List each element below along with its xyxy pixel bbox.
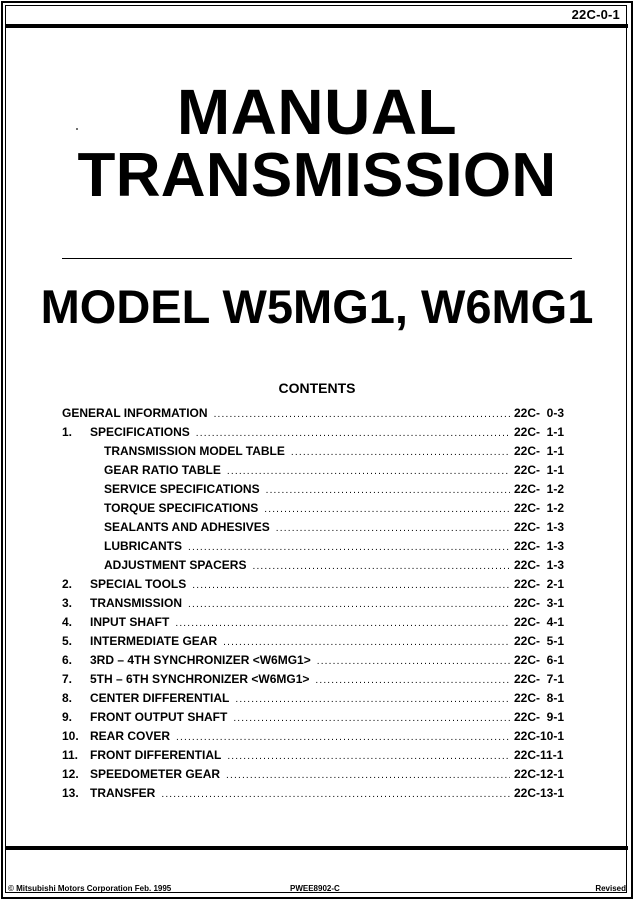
toc-dot-leader (188, 599, 510, 610)
toc-entry[interactable] (62, 539, 570, 558)
toc-entry-page: 22C- 8-1 (514, 691, 565, 705)
toc-entry-label: REAR COVER (90, 729, 171, 743)
toc-dot-leader (161, 789, 510, 800)
toc-entry-label: FRONT OUTPUT SHAFT (90, 710, 228, 724)
toc-entry-label: LUBRICANTS (104, 539, 182, 553)
toc-entry[interactable] (62, 691, 570, 710)
toc-dot-leader (276, 523, 510, 534)
toc-entry[interactable] (62, 501, 570, 520)
toc-entry[interactable] (62, 444, 570, 463)
toc-dot-leader (196, 428, 510, 439)
toc-entry-number: 7. (62, 672, 73, 686)
toc-entry[interactable] (62, 653, 570, 672)
toc-entry-label: INTERMEDIATE GEAR (90, 634, 218, 648)
toc-entry[interactable] (62, 425, 570, 444)
toc-entry-page: 22C- 1-2 (514, 501, 565, 515)
toc-entry[interactable] (62, 767, 570, 786)
toc-entry-number: 2. (62, 577, 73, 591)
toc-entry[interactable] (62, 710, 570, 729)
toc-entry[interactable] (62, 615, 570, 634)
toc-dot-leader (235, 694, 510, 705)
toc-entry-page: 22C- 2-1 (514, 577, 565, 591)
toc-entry-page: 22C- 5-1 (514, 634, 565, 648)
toc-entry-number: 3. (62, 596, 73, 610)
toc-dot-leader (214, 409, 510, 420)
toc-entry-page: 22C- 1-3 (514, 520, 565, 534)
toc-entry[interactable] (62, 520, 570, 539)
toc-dot-leader (291, 447, 510, 458)
footer-publication-code: PWEE8902-C (290, 884, 340, 893)
toc-entry-label: TRANSFER (90, 786, 156, 800)
toc-entry-page: 22C-10-1 (514, 729, 565, 743)
page-id: 22C-0-1 (571, 7, 620, 22)
toc-entry-label: SPEEDOMETER GEAR (90, 767, 221, 781)
toc-entry-number: 4. (62, 615, 73, 629)
table-of-contents (62, 406, 570, 805)
toc-entry-page: 22C- 6-1 (514, 653, 565, 667)
toc-entry-number: 13. (62, 786, 79, 800)
toc-entry-page: 22C- 1-3 (514, 539, 565, 553)
toc-dot-leader (192, 580, 510, 591)
toc-entry-label: 3RD – 4TH SYNCHRONIZER <W6MG1> (90, 653, 311, 667)
toc-entry-label: TRANSMISSION (90, 596, 183, 610)
toc-entry-page: 22C-12-1 (514, 767, 565, 781)
toc-entry-number: 8. (62, 691, 73, 705)
toc-entry[interactable] (62, 748, 570, 767)
footer-copyright: © Mitsubishi Motors Corporation Feb. 1995 (8, 884, 172, 893)
toc-entry-label: CENTER DIFFERENTIAL (90, 691, 230, 705)
toc-entry[interactable] (62, 463, 570, 482)
toc-entry[interactable] (62, 786, 570, 805)
toc-entry-page: 22C- 1-3 (514, 558, 565, 572)
toc-dot-leader (188, 542, 510, 553)
toc-dot-leader (227, 466, 510, 477)
toc-entry-number: 1. (62, 425, 73, 439)
page-title-line-2: TRANSMISSION (77, 141, 557, 210)
contents-heading: CONTENTS (278, 380, 356, 396)
toc-entry-number: 10. (62, 729, 79, 743)
toc-entry-number: 6. (62, 653, 73, 667)
toc-entry-number: 11. (62, 748, 79, 762)
model-heading: MODEL W5MG1, W6MG1 (40, 280, 594, 333)
toc-dot-leader (264, 504, 510, 515)
toc-dot-leader (226, 770, 510, 781)
toc-entry-number: 9. (62, 710, 73, 724)
toc-entry-number: 5. (62, 634, 73, 648)
toc-entry-page: 22C- 3-1 (514, 596, 565, 610)
toc-entry-page: 22C- 1-1 (514, 444, 565, 458)
toc-entry-page: 22C- 1-2 (514, 482, 565, 496)
toc-entry-number: 12. (62, 767, 79, 781)
footer-revision-status: Revised (595, 884, 626, 893)
toc-dot-leader (266, 485, 510, 496)
toc-entry-label: FRONT DIFFERENTIAL (90, 748, 222, 762)
toc-dot-leader (175, 618, 510, 629)
toc-entry-page: 22C- 9-1 (514, 710, 565, 724)
toc-entry[interactable] (62, 596, 570, 615)
toc-entry-label: TORQUE SPECIFICATIONS (104, 501, 259, 515)
toc-entry-label: TRANSMISSION MODEL TABLE (104, 444, 285, 458)
toc-entry-page: 22C- 7-1 (514, 672, 565, 686)
toc-entry-label: ADJUSTMENT SPACERS (104, 558, 247, 572)
header-rule (6, 24, 628, 28)
toc-entry[interactable] (62, 634, 570, 653)
toc-dot-leader (227, 751, 510, 762)
toc-entry[interactable] (62, 482, 570, 501)
toc-dot-leader (315, 675, 510, 686)
toc-entry-label: SEALANTS AND ADHESIVES (104, 520, 270, 534)
toc-entry[interactable] (62, 406, 570, 425)
toc-entry-label: INPUT SHAFT (90, 615, 170, 629)
toc-entry-label: GENERAL INFORMATION (62, 406, 208, 420)
toc-entry[interactable] (62, 729, 570, 748)
toc-entry-label: SPECIAL TOOLS (90, 577, 187, 591)
toc-entry-page: 22C- 0-3 (514, 406, 565, 420)
toc-entry-page: 22C-11-1 (514, 748, 564, 762)
toc-entry[interactable] (62, 672, 570, 691)
toc-entry-label: SPECIFICATIONS (90, 425, 190, 439)
toc-entry-label: 5TH – 6TH SYNCHRONIZER <W6MG1> (90, 672, 310, 686)
toc-entry-label: GEAR RATIO TABLE (104, 463, 221, 477)
toc-entry[interactable] (62, 577, 570, 596)
toc-dot-leader (252, 561, 510, 572)
title-divider (62, 258, 572, 259)
toc-dot-leader (233, 713, 510, 724)
page-title-line-1: MANUAL (176, 76, 458, 148)
toc-entry-page: 22C-13-1 (514, 786, 565, 800)
toc-entry-page: 22C- 1-1 (514, 463, 565, 477)
footer-rule (6, 846, 628, 850)
toc-dot-leader (317, 656, 510, 667)
toc-dot-leader (176, 732, 510, 743)
toc-entry-page: 22C- 1-1 (514, 425, 565, 439)
toc-entry-label: SERVICE SPECIFICATIONS (104, 482, 260, 496)
toc-dot-leader (223, 637, 510, 648)
toc-entry[interactable] (62, 558, 570, 577)
toc-entry-page: 22C- 4-1 (514, 615, 565, 629)
